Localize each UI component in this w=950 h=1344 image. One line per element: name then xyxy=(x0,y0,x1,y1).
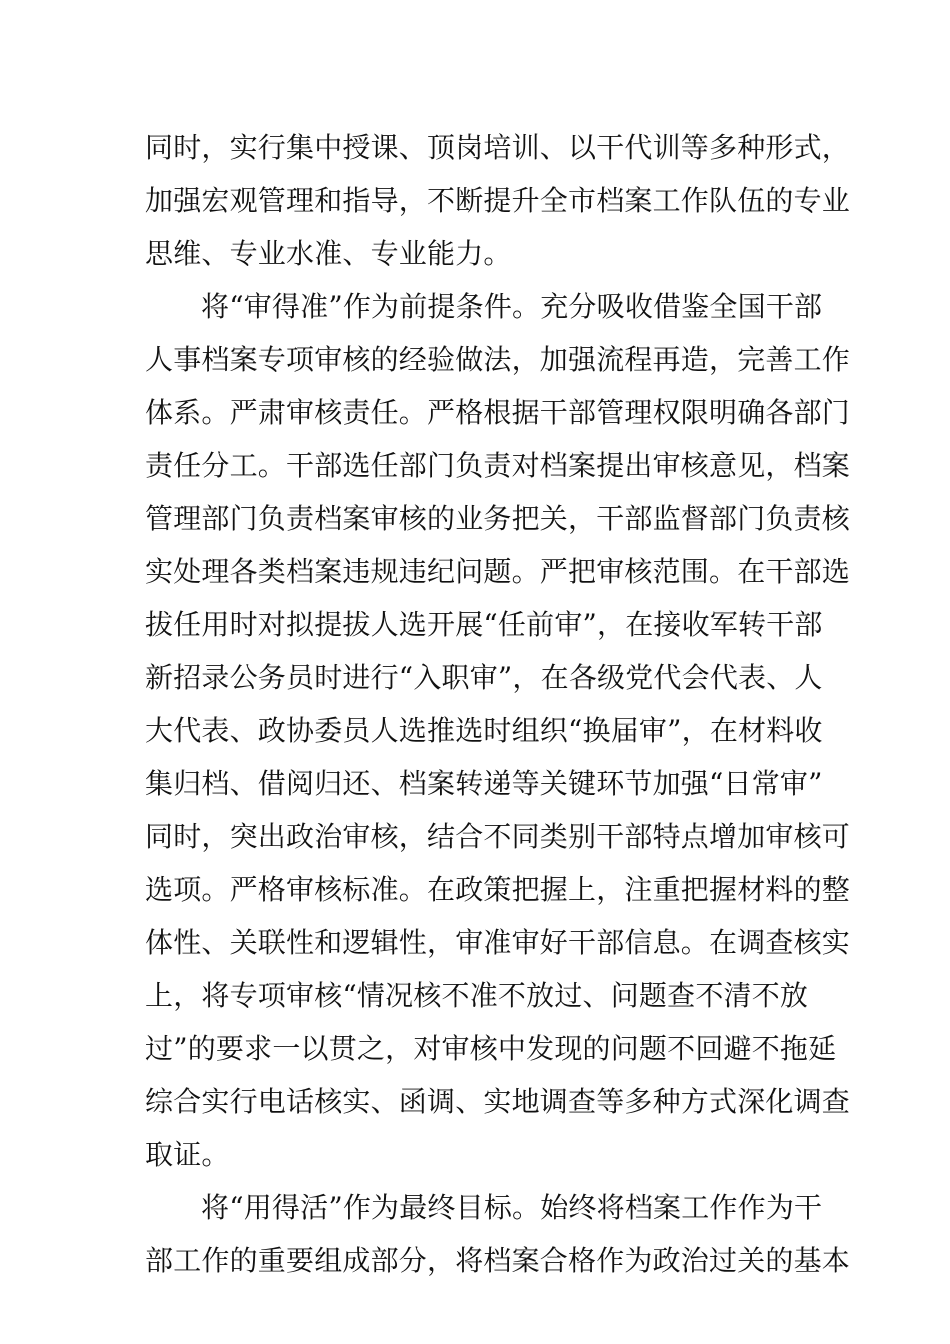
text-line: 集归档、借阅归还、档案转递等关键环节加强“日常审” xyxy=(145,767,823,800)
text-line: 同时，实行集中授课、顶岗培训、以干代训等多种形式， xyxy=(145,131,851,164)
text-line: 部工作的重要组成部分，将档案合格作为政治过关的基本 xyxy=(145,1244,851,1277)
text-line: 将“审得准”作为前提条件。充分吸收借鉴全国干部 xyxy=(201,290,823,323)
text-line: 综合实行电话核实、函调、实地调查等多种方式深化调查 xyxy=(145,1085,851,1118)
text-line: 责任分工。干部选任部门负责对档案提出审核意见，档案 xyxy=(145,449,851,482)
text-line: 加强宏观管理和指导，不断提升全市档案工作队伍的专业 xyxy=(145,184,851,217)
text-line: 上，将专项审核“情况核不准不放过、问题查不清不放 xyxy=(145,979,809,1012)
text-line: 体系。严肃审核责任。严格根据干部管理权限明确各部门 xyxy=(145,396,851,429)
text-line: 取证。 xyxy=(145,1138,230,1171)
text-line: 选项。严格审核标准。在政策把握上，注重把握材料的整 xyxy=(145,873,851,906)
text-line: 人事档案专项审核的经验做法，加强流程再造，完善工作 xyxy=(145,343,851,376)
text-line: 体性、关联性和逻辑性，审准审好干部信息。在调查核实 xyxy=(145,926,851,959)
text-line: 管理部门负责档案审核的业务把关，干部监督部门负责核 xyxy=(145,502,851,535)
document-body xyxy=(145,128,851,1294)
text-line: 思维、专业水准、专业能力。 xyxy=(145,237,512,270)
text-line: 同时，突出政治审核，结合不同类别干部特点增加审核可 xyxy=(145,820,851,853)
text-line: 拔任用时对拟提拔人选开展“任前审”，在接收军转干部 xyxy=(145,608,823,641)
text-line: 实处理各类档案违规违纪问题。严把审核范围。在干部选 xyxy=(145,555,851,588)
text-line: 过”的要求一以贯之，对审核中发现的问题不回避不拖延 xyxy=(145,1032,837,1065)
text-line: 新招录公务员时进行“入职审”，在各级党代会代表、人 xyxy=(145,661,823,694)
text-line: 大代表、政协委员人选推选时组织“换届审”，在材料收 xyxy=(145,714,823,747)
text-line: 将“用得活”作为最终目标。始终将档案工作作为干 xyxy=(201,1191,823,1224)
